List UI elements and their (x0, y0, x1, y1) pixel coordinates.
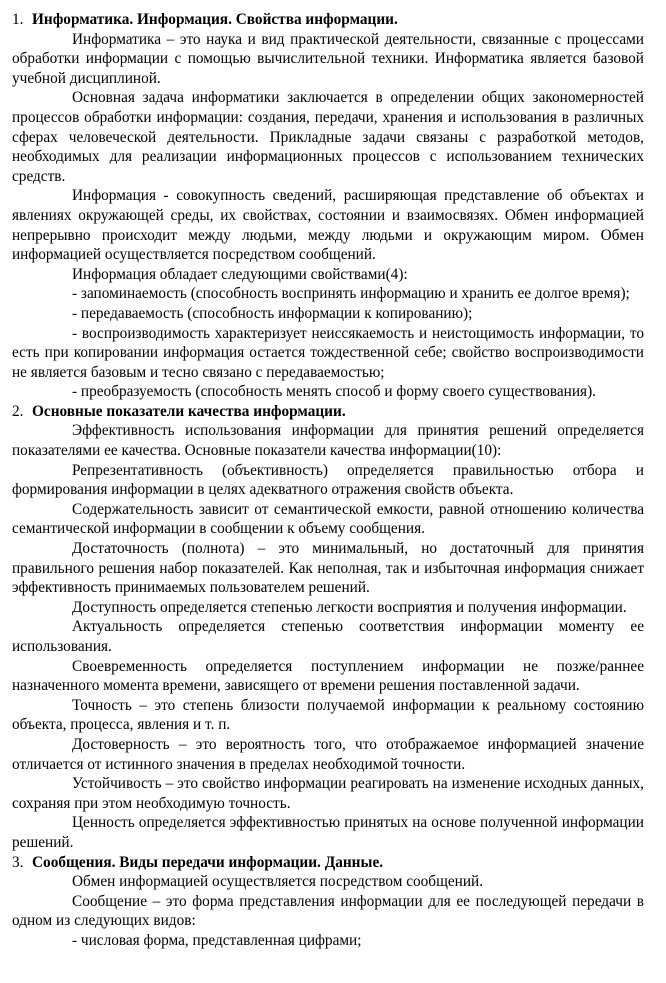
section-2-heading (12, 402, 644, 422)
property-list-item: - преобразуемость (способность менять способ и форму своего существования). (72, 383, 596, 401)
property-list-item: - передаваемость (способность информации к копированию); (72, 304, 473, 322)
section-2-paragraph: Доступность определяется степенью легкости восприятия и получения информации. (72, 598, 627, 616)
section-2-paragraph: Достоверность – это вероятность того, что отображаемое информацией значение отличается от истинного значения в пределах необходимой точности. (12, 735, 644, 773)
section-1-paragraph: Информация обладает следующими свойствами(4): (72, 265, 408, 283)
section-2-paragraph: Устойчивость – это свойство информации реагировать на изменение исходных данных, сохраняя при этом необходимую точность. (12, 775, 644, 812)
section-3-paragraph: Сообщение – это форма представления информации для ее последующей передачи в одном из следующих видов: (12, 892, 644, 930)
section-2-paragraph: Ценность определяется эффективностью принятых на основе полученной информации решений. (12, 814, 644, 851)
section-1-paragraph: Информатика – это наука и вид практической деятельности, связанные с процессами обработки информации с помощью вычислительной техники. Информатика является базовой учебной дисциплиной. (12, 30, 644, 87)
section-2-paragraph: Точность – это степень близости получаемой информации к реальному состоянию объекта, процесса, явления и т. п. (12, 696, 644, 734)
property-list-item: - запоминаемость (способность воспринять информацию и хранить ее долгое время); (72, 285, 630, 303)
property-list-item: - воспроизводимость характеризует неиссякаемость и неистощимость информации, то есть при копировании информация остается тождественной себе; свойство воспроизводимости не является базовым и тесно связано с передаваемостью; (12, 324, 644, 381)
section-2-paragraph: Достаточность (полнота) – это минимальный, но достаточный для принятия правильного решения набор показателей. Как неполная, так и избыточная информация снижает эффективность принимаемых пользователем решений. (12, 540, 644, 597)
message-form-list-item: - числовая форма, представленная цифрами; (72, 931, 362, 949)
section-3-heading (12, 853, 644, 873)
section-2-number: 2. (12, 402, 24, 420)
section-2-paragraph: Эффективность использования информации для принятия решений определяется показателями ее качества. Основные показатели качества информации(10): (12, 422, 644, 460)
section-2-paragraph: Репрезентативность (объективность) определяется правильностью отбора и формирования информации в целях адекватного отражения свойств объекта. (12, 461, 644, 499)
section-3-paragraph: Обмен информацией осуществляется посредством сообщений. (72, 873, 484, 891)
section-2-paragraph: Своевременность определяется поступлением информации не позже/раннее назначенного момента времени, зависящего от времени решения поставленной задачи. (12, 657, 644, 695)
section-2-title: Основные показатели качества информации. (32, 402, 346, 420)
section-1-number: 1. (12, 11, 24, 28)
section-1-title: Информатика. Информация. Свойства информации. (32, 11, 398, 28)
section-3-title: Сообщения. Виды передачи информации. Данные. (32, 853, 384, 871)
section-2-paragraph: Содержательность зависит от семантической емкости, равной отношению количества семантической информации в сообщении к объему сообщения. (12, 500, 644, 538)
section-3-number: 3. (12, 853, 24, 871)
section-1-paragraph: Информация - совокупность сведений, расширяющая представление об объектах и явлениях окружающей среды, их свойствах, состоянии и взаимосвязях. Обмен информацией непрерывно происходит между людьми, между людьми и окружающим миром. Обмен информацией осуществляется посредством сообщений. (12, 187, 644, 264)
section-1-paragraph: Основная задача информатики заключается в определении общих закономерностей процессов обработки информации: создания, передачи, хранения и использования в различных сферах человеческой деятельности. Прикладные задачи связаны с разработкой методов, необходимых для реализации информационных процессов с использованием технических средств. (12, 89, 644, 185)
section-1-heading (12, 10, 644, 30)
section-2-paragraph: Актуальность определяется степенью соответствия информации моменту ее использования. (12, 618, 644, 655)
